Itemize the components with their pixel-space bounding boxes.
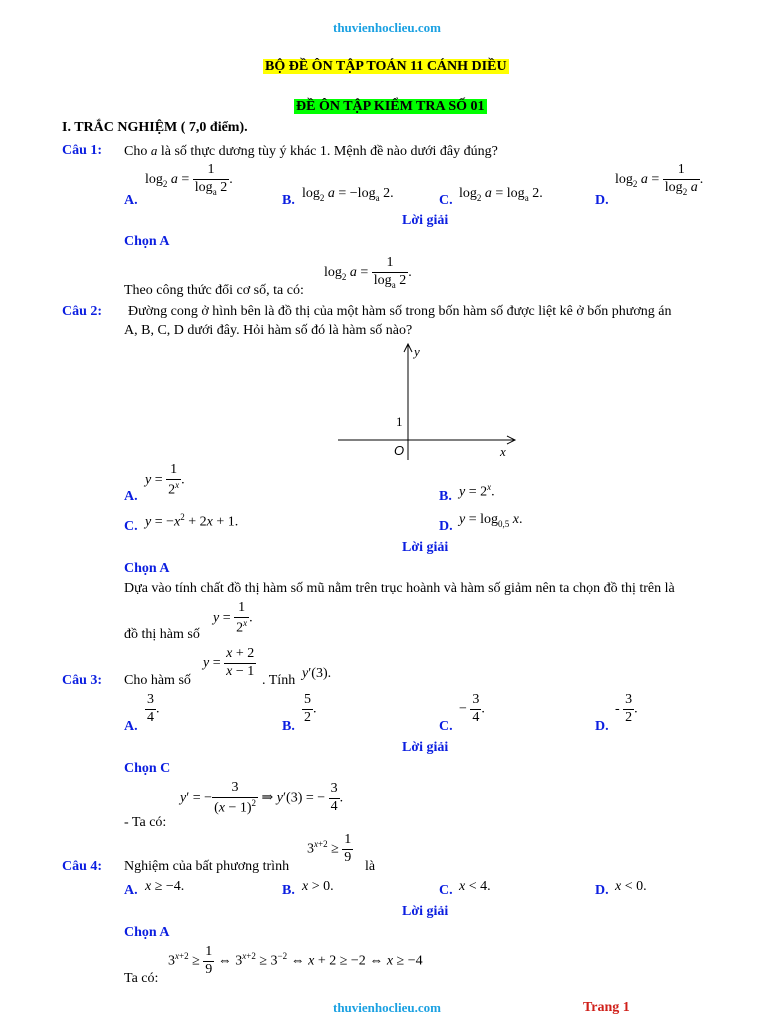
q2-option-d-formula: $y = \log_{0,5} x$.	[459, 512, 523, 529]
q4-label: Câu 4:	[62, 859, 103, 874]
q3-option-b[interactable]: B.	[282, 719, 295, 734]
q1-option-c-formula: $\log_2 a = \log_a 2$.	[459, 186, 543, 203]
q2-explain-line2: đồ thị hàm số	[124, 627, 200, 642]
q2-option-c[interactable]: C.	[124, 519, 138, 534]
q4-option-a[interactable]: A.	[124, 883, 138, 898]
q3-text-a: Cho hàm số	[124, 673, 191, 688]
q3-option-a[interactable]: A.	[124, 719, 138, 734]
q4-option-b[interactable]: B.	[282, 883, 295, 898]
q3-option-a-formula: $\frac{3}{4}$ .	[147, 692, 160, 725]
footer-site: thuvienhoclieu.com	[333, 1000, 441, 1015]
q2-graph	[330, 340, 530, 465]
q1-text-b: là số thực dương tùy ý khác	[160, 144, 317, 159]
q3-explain-text: - Ta có:	[124, 815, 167, 830]
q3-label: Câu 3:	[62, 673, 103, 688]
q1-option-b[interactable]: B.	[282, 193, 295, 208]
q1-text-a: Cho	[124, 144, 148, 159]
q1-text: Cho a là số thực dương tùy ý khác 1. Mệnh đề nào dưới đây đúng?	[124, 143, 498, 159]
q1-explain-text: Theo công thức đổi cơ số, ta có:	[124, 283, 304, 298]
q2-answer: Chọn A	[124, 561, 170, 576]
q2-text-line2: A, B, C, D dưới đây. Hỏi hàm số đó là hàm số nào?	[124, 323, 413, 338]
q4-solution-heading: Lời giải	[402, 904, 449, 919]
main-title	[263, 59, 509, 75]
origin-label: O	[394, 443, 405, 458]
q2-option-b-formula: $y = 2^x$.	[459, 482, 495, 500]
q4-option-a-formula: x ≥ −4.	[145, 879, 185, 894]
q3-option-d-formula: - $\frac{3}{2}$ .	[615, 692, 638, 725]
q3-option-d[interactable]: D.	[595, 719, 609, 734]
section-heading: I. TRẮC NGHIỆM ( 7,0 điểm).	[62, 120, 248, 135]
x-axis-label: x	[500, 444, 506, 459]
sub-title	[294, 99, 487, 115]
q4-option-c-formula: x < 4.	[459, 879, 491, 894]
q3-option-c-formula: − $\frac{3}{4}$ .	[459, 692, 485, 725]
q4-option-b-formula: x > 0.	[302, 879, 334, 894]
q1-text-c: . Mệnh đề nào dưới đây đúng?	[326, 144, 498, 159]
y-tick-label: 1	[396, 414, 403, 429]
q2-option-d[interactable]: D.	[439, 519, 453, 534]
q2-option-a[interactable]: A.	[124, 489, 138, 504]
q2-option-a-formula: y = $\frac{1}{2^x}$ .	[145, 462, 185, 498]
q2-explain-line1: Dựa vào tính chất đồ thị hàm số mũ nằm trên trục hoành và hàm số giảm nên ta chọn đồ thị trên là	[124, 581, 675, 596]
q3-text-b: . Tính	[262, 673, 296, 688]
q3-option-b-formula: $\frac{5}{2}$ .	[304, 692, 317, 725]
site-header: thuvienhoclieu.com	[333, 20, 441, 35]
q2-option-c-formula: $y = -x^2 + 2x + 1$.	[145, 512, 239, 530]
q3-option-c[interactable]: C.	[439, 719, 453, 734]
q1-answer: Chọn A	[124, 234, 170, 249]
q2-solution-heading: Lời giải	[402, 540, 449, 555]
q4-inequality-formula: $3^{x+2}$ ≥ $\frac{1}{9}$	[307, 832, 352, 865]
q2-option-b[interactable]: B.	[439, 489, 452, 504]
q3-function-formula: y = $\frac{x + 2}{x - 1}$	[203, 646, 255, 679]
q1-option-b-formula: $\log_2 a = -\log_a$ 2.	[302, 186, 394, 203]
q1-label: Câu 1:	[62, 143, 103, 158]
q3-answer: Chọn C	[124, 761, 171, 776]
q2-explain-formula: y = $\frac{1}{2^x}$ .	[213, 600, 253, 636]
q4-option-d-formula: x < 0.	[615, 879, 647, 894]
q1-option-c[interactable]: C.	[439, 193, 453, 208]
q3-target-formula: y′(3).	[302, 666, 332, 681]
q4-text-a: Nghiệm của bất phương trình	[124, 859, 290, 874]
q4-answer: Chọn A	[124, 925, 170, 940]
q1-option-a[interactable]: A.	[124, 193, 138, 208]
q3-explain-formula: y′ = − $\frac{3}{(x - 1)^2}$ ⇒ y′(3) = − $\frac{3}{4}$ .	[180, 780, 344, 816]
q1-solution-heading: Lời giải	[402, 213, 449, 228]
q2-text-line1: Đường cong ở hình bên là đồ thị của một hàm số trong bốn hàm số được liệt kê ở bốn phương án	[128, 304, 672, 319]
q2-label: Câu 2:	[62, 304, 103, 319]
q1-option-d-formula: $\log_2 a$ = $\frac{1}{\log_2 a}$ .	[615, 162, 704, 197]
y-axis-label: y	[414, 344, 420, 359]
q3-solution-heading: Lời giải	[402, 740, 449, 755]
q4-option-c[interactable]: C.	[439, 883, 453, 898]
q4-explain-formula: $3^{x+2}$ ≥ $\frac{1}{9}$ ⇔ $3^{x+2} \ge 3^{-2}$ ⇔ x + 2 ≥ −2 ⇔ x ≥ −4	[168, 944, 423, 977]
q1-option-a-formula: $\log_2 a$ = $\frac{1}{\log_a 2}$ .	[145, 162, 233, 197]
main-title-text: BỘ ĐỀ ÔN TẬP TOÁN 11 CÁNH DIỀU	[265, 59, 507, 74]
q4-explain-text: Ta có:	[124, 971, 159, 986]
page-number: Trang 1	[583, 1000, 630, 1015]
q4-text-b: là	[365, 859, 376, 874]
sub-title-text: ĐỀ ÔN TẬP KIỂM TRA SỐ 01	[296, 99, 485, 114]
q1-option-d[interactable]: D.	[595, 193, 609, 208]
q1-explain-formula: $\log_2 a$ = $\frac{1}{\log_a 2}$ .	[324, 255, 412, 290]
q4-option-d[interactable]: D.	[595, 883, 609, 898]
